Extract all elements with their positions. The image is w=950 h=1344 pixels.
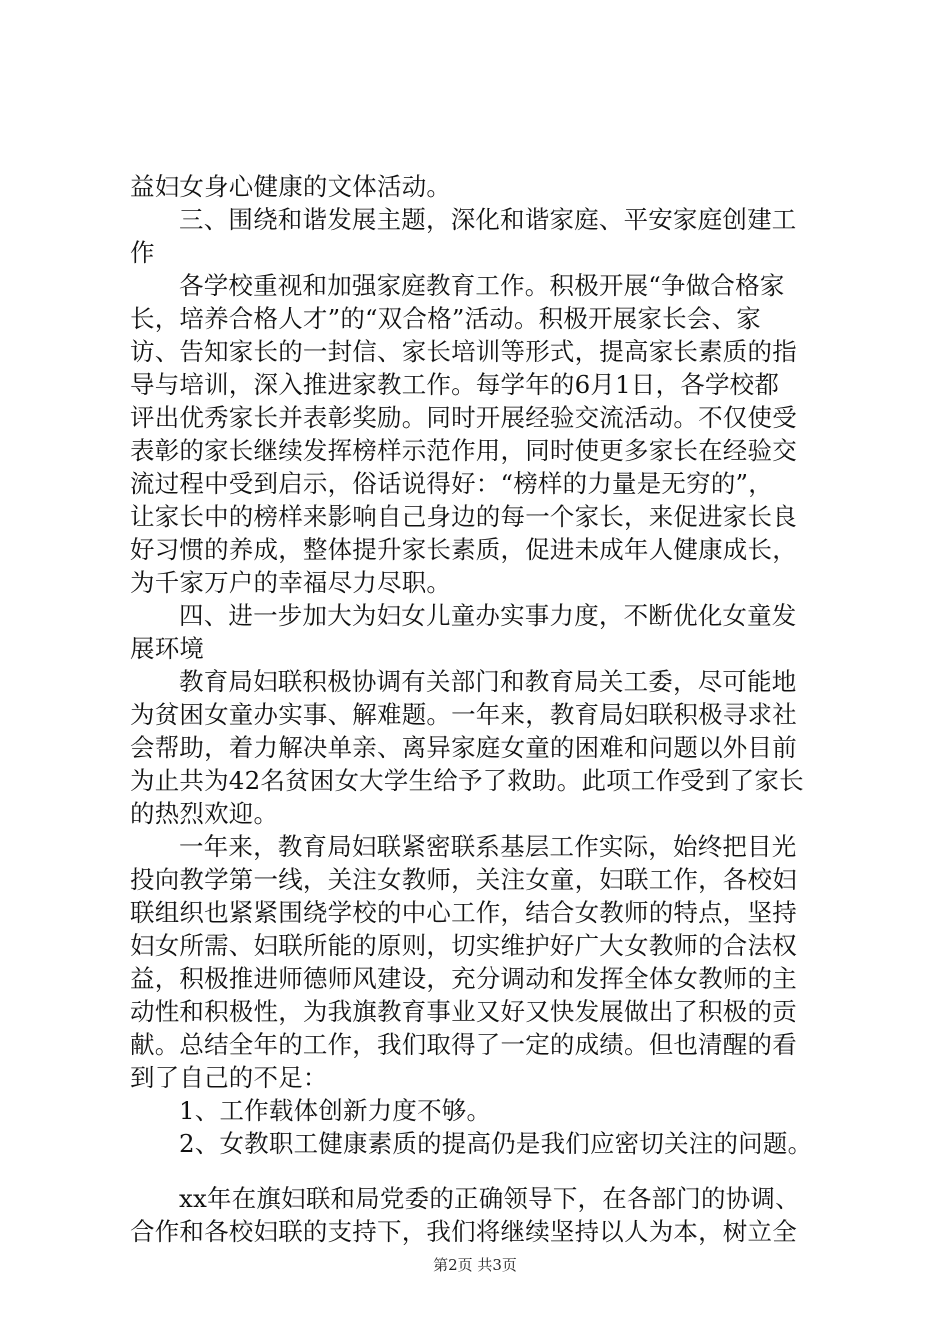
text-line: 为贫困女童办实事、解难题。一年来，教育局妇联积极寻求社 (130, 700, 797, 729)
page-number-footer: 第2页 共3页 (433, 1256, 517, 1274)
list-item: 1、工作载体创新力度不够。 (179, 1096, 492, 1125)
text-line: 导与培训，深入推进家教工作。每学年的6月1日，各学校都 (130, 370, 780, 399)
text-line: 到了自己的不足： (130, 1063, 328, 1092)
document-body (130, 170, 830, 1248)
text-line: 为千家万户的幸福尽力尽职。 (130, 568, 452, 597)
section-heading: 四、进一步加大为妇女儿童办实事力度，不断优化女童发 (179, 601, 797, 630)
text-line: 动性和积极性，为我旗教育事业又好又快发展做出了积极的贡 (130, 997, 797, 1026)
text-line: 妇女所需、妇联所能的原则，切实维护好广大女教师的合法权 (130, 931, 797, 960)
text-line: 的热烈欢迎。 (130, 799, 279, 828)
text-line: 教育局妇联积极协调有关部门和教育局关工委，尽可能地 (179, 667, 797, 696)
text-line: 表彰的家长继续发挥榜样示范作用，同时使更多家长在经验交 (130, 436, 797, 465)
text-line: 好习惯的养成，整体提升家长素质，促进未成年人健康成长， (130, 535, 797, 564)
section-heading-cont: 展环境 (130, 634, 205, 663)
text-line: 评出优秀家长并表彰奖励。同时开展经验交流活动。不仅使受 (130, 403, 797, 432)
text-line: 访、告知家长的一封信、家长培训等形式，提高家长素质的指 (130, 337, 797, 366)
section-heading-cont: 作 (130, 238, 155, 267)
text-line: 为止共为42名贫困女大学生给予了救助。此项工作受到了家长 (130, 766, 804, 795)
list-item: 2、女教职工健康素质的提高仍是我们应密切关注的问题。 (179, 1129, 813, 1158)
text-line: 联组织也紧紧围绕学校的中心工作，结合女教师的特点，坚持 (130, 898, 797, 927)
text-line: 献。总结全年的工作，我们取得了一定的成绩。但也清醒的看 (130, 1030, 797, 1059)
text-line: 让家长中的榜样来影响自己身边的每一个家长，来促进家长良 (130, 502, 797, 531)
text-line: 长，培养合格人才”的“双合格”活动。积极开展家长会、家 (130, 304, 761, 333)
text-line: 投向教学第一线，关注女教师，关注女童，妇联工作，各校妇 (130, 865, 797, 894)
text-line: 会帮助，着力解决单亲、离异家庭女童的困难和问题以外目前 (130, 733, 797, 762)
text-line: 益，积极推进师德师风建设，充分调动和发挥全体女教师的主 (130, 964, 797, 993)
text-line: 流过程中受到启示，俗话说得好：“榜样的力量是无穷的”， (130, 469, 773, 498)
text-line: 各学校重视和加强家庭教育工作。积极开展“争做合格家 (179, 271, 785, 300)
text-line: 益妇女身心健康的文体活动。 (130, 172, 452, 201)
text-line: 合作和各校妇联的支持下，我们将继续坚持以人为本，树立全 (130, 1217, 797, 1246)
section-heading: 三、围绕和谐发展主题，深化和谐家庭、平安家庭创建工 (179, 205, 797, 234)
text-line: 一年来，教育局妇联紧密联系基层工作实际，始终把目光 (179, 832, 797, 861)
paragraph-gap (130, 1160, 830, 1182)
text-line: xx年在旗妇联和局党委的正确领导下，在各部门的协调、 (179, 1184, 800, 1213)
